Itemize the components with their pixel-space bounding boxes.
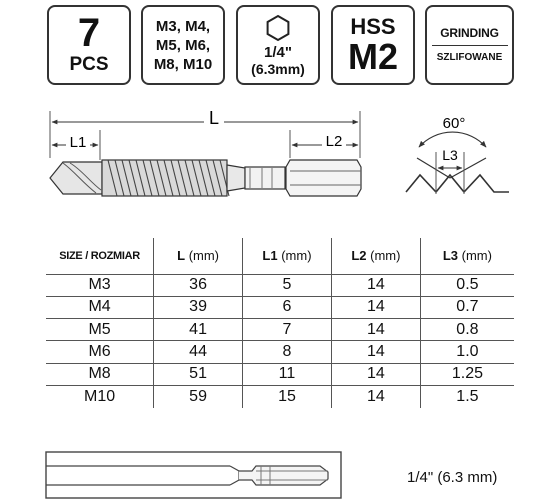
label-l: L bbox=[208, 108, 220, 128]
table-cell: 5 bbox=[243, 274, 332, 296]
hex-size-mm: (6.3mm) bbox=[251, 61, 305, 77]
table-cell: 0.7 bbox=[420, 296, 514, 318]
sizes-line-3: M8, M10 bbox=[153, 55, 213, 73]
table-cell: 7 bbox=[243, 319, 332, 341]
table-cell: 1.25 bbox=[420, 363, 514, 385]
pieces-label: PCS bbox=[69, 54, 109, 75]
header-label: L bbox=[177, 248, 186, 264]
label-l3: L3 bbox=[442, 147, 458, 163]
material-grade: M2 bbox=[347, 36, 398, 77]
table-cell: 8 bbox=[243, 341, 332, 363]
table-cell: 14 bbox=[331, 385, 420, 407]
table-cell: 0.8 bbox=[420, 319, 514, 341]
table-cell: 14 bbox=[331, 341, 420, 363]
table-cell: M5 bbox=[46, 319, 154, 341]
table-header-cell bbox=[243, 238, 332, 274]
table-cell: 14 bbox=[331, 319, 420, 341]
header-unit: (mm) bbox=[185, 248, 220, 264]
table-cell: 39 bbox=[154, 296, 243, 318]
material-type: HSS bbox=[350, 14, 396, 39]
table-cell: M6 bbox=[46, 341, 154, 363]
table-row bbox=[46, 274, 514, 296]
drill-tap-bit bbox=[50, 160, 361, 196]
table-cell: 1.0 bbox=[420, 341, 514, 363]
hex-size-inch: 1/4" bbox=[264, 44, 292, 61]
table-cell: 0.5 bbox=[420, 274, 514, 296]
table-header-cell bbox=[331, 238, 420, 274]
table-header-cell bbox=[46, 238, 154, 274]
table-cell: 11 bbox=[243, 363, 332, 385]
table-cell: 14 bbox=[331, 274, 420, 296]
table-header-cell bbox=[420, 238, 514, 274]
table-row bbox=[46, 385, 514, 407]
table-cell: 14 bbox=[331, 296, 420, 318]
label-l2: L2 bbox=[325, 133, 343, 150]
header-label: L3 bbox=[442, 248, 459, 264]
finish-label-pl: SZLIFOWANE bbox=[436, 52, 503, 64]
table-cell: M4 bbox=[46, 296, 154, 318]
table-cell: M3 bbox=[46, 274, 154, 296]
table-cell: 51 bbox=[154, 363, 243, 385]
label-l1: L1 bbox=[69, 134, 87, 151]
thread-profile-detail bbox=[406, 115, 509, 194]
sizes-line-1: M3, M4, bbox=[155, 17, 211, 35]
table-cell: 41 bbox=[154, 319, 243, 341]
table-cell: 44 bbox=[154, 341, 243, 363]
sizes-line-2: M5, M6, bbox=[155, 36, 211, 54]
table-row bbox=[46, 319, 514, 341]
table-cell: 59 bbox=[154, 385, 243, 407]
table-cell: M8 bbox=[46, 363, 154, 385]
table-cell: 1.5 bbox=[456, 387, 479, 405]
header-label: L1 bbox=[262, 248, 278, 264]
finish-label-en: GRINDING bbox=[440, 25, 499, 40]
header-unit: (mm) bbox=[458, 248, 492, 264]
table-row bbox=[46, 341, 514, 363]
header-unit: (mm) bbox=[277, 248, 312, 264]
size-table bbox=[46, 238, 514, 408]
table-row bbox=[46, 363, 514, 385]
dimension-l bbox=[50, 108, 360, 158]
table-header-cell bbox=[154, 238, 243, 274]
table-header-row bbox=[46, 238, 514, 274]
shank-size-label: 1/4" (6.3 mm) bbox=[407, 469, 498, 486]
table-row bbox=[46, 296, 514, 318]
label-angle: 60° bbox=[442, 115, 466, 132]
header-label: SIZE / ROZMIAR bbox=[59, 249, 140, 262]
dimension-l1 bbox=[52, 130, 100, 160]
dimension-l2 bbox=[290, 130, 358, 158]
technical-drawing bbox=[0, 0, 560, 235]
header-label: L2 bbox=[351, 248, 367, 264]
table-cell: 36 bbox=[154, 274, 243, 296]
table-cell: 6 bbox=[243, 296, 332, 318]
pieces-count: 7 bbox=[77, 11, 101, 55]
header-unit: (mm) bbox=[366, 248, 401, 264]
table-body bbox=[46, 274, 514, 408]
table-cell: M10 bbox=[46, 385, 154, 407]
table-cell: 15 bbox=[243, 385, 332, 407]
table-cell: 14 bbox=[331, 363, 420, 385]
